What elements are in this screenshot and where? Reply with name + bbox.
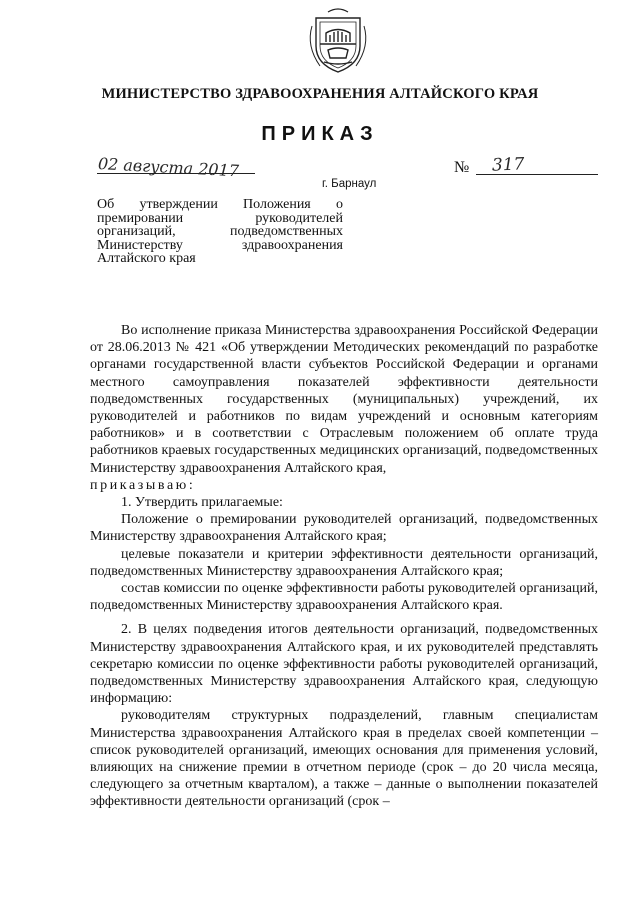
order-number-label: № bbox=[454, 159, 470, 176]
item-1a-paragraph: Положение о премировании руководителей организаций, подведомственных Министерству здравоохранения Алтайского края; bbox=[90, 512, 598, 545]
order-body bbox=[90, 322, 598, 811]
item-2-paragraph: 2. В целях подведения итогов деятельности организаций, подведомственных Министерству здравоохранения Алтайского края, и их руководителей представлять секретарю комиссии по оценке эффективности работы руководителей организаций, подведомственных Министерству здравоохранения Алтайского края, следующую информацию: bbox=[90, 622, 598, 707]
city-label: г. Барнаул bbox=[322, 178, 377, 190]
preamble-paragraph: Во исполнение приказа Министерства здравоохранения Российской Федерации от 28.06.2013 № 421 «Об утверждении Методических рекомендаций по разработке органами государственной власти субъектов Российской Федерации и органами местного самоуправления показателей эффективности деятельности подведомственных государственных (муниципальных) учреждений, их руководителей и работников по видам учреждений и основным категориям работников» и в соответствии с Отраслевым положением об оплате труда работников краевых государственных медицинских организаций, подведомственных Министерству здравоохранения Алтайского края, bbox=[90, 323, 598, 476]
altai-krai-coat-of-arms-icon bbox=[302, 6, 374, 78]
item-1-heading: 1. Утвердить прилагаемые: bbox=[121, 495, 283, 511]
item-1b-paragraph: целевые показатели и критерии эффективности деятельности организаций, подведомственных Министерству здравоохранения Алтайского края; bbox=[90, 546, 598, 579]
document-type-title: ПРИКАЗ bbox=[261, 123, 379, 145]
order-subject: Об утверждении Положения о премировании руководителей организаций, подведомственных Министерству здравоохранения Алтайского края bbox=[97, 197, 343, 266]
order-word: приказываю: bbox=[90, 477, 196, 493]
item-1c-paragraph: состав комиссии по оценке эффективности работы руководителей организаций, подведомственных Министерству здравоохранения Алтайского края. bbox=[90, 581, 598, 614]
number-underline bbox=[476, 174, 598, 175]
date-underline bbox=[97, 173, 255, 174]
item-2a-paragraph: руководителям структурных подразделений, главным специалистам Министерства здравоохранения Алтайского края в пределах своей компетенции – список руководителей организаций, имеющих основания для применения условий, влияющих на снижение премии в отчетном периоде (срок – до 20 числа месяца, следующего за отчетным кварталом), а также – данные о выполнении показателей эффективности деятельности организаций (срок – bbox=[90, 708, 598, 810]
order-word-line bbox=[90, 477, 598, 494]
handwritten-date: 02 августа 2017 bbox=[97, 154, 240, 181]
handwritten-order-number: 317 bbox=[491, 154, 525, 176]
ministry-name: МИНИСТЕРСТВО ЗДРАВООХРАНЕНИЯ АЛТАЙСКОГО КРАЯ bbox=[101, 86, 539, 102]
